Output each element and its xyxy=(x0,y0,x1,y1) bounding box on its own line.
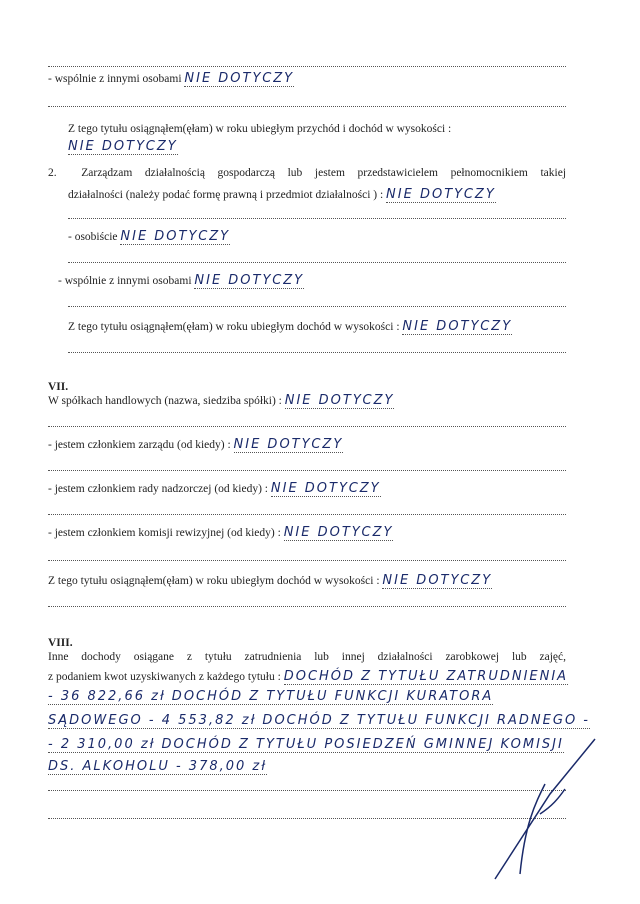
viii-hw-line4-text: SĄDOWEGO - 4 553,82 zł DOCHÓD Z TYTUŁU FUNKCJI RADNEGO - xyxy=(48,713,591,728)
dotted-line xyxy=(48,606,566,607)
item2-label: działalności (należy podać formę prawną i przedmiot działalności ) : xyxy=(68,189,384,201)
viii-hw-line6-text: DS. ALKOHOLU - 378,00 zł xyxy=(48,759,267,774)
audit-value: NIE DOTYCZY xyxy=(283,525,394,540)
supervisory-value: NIE DOTYCZY xyxy=(270,481,381,496)
personally-label: - osobiście xyxy=(68,231,118,243)
companies-row xyxy=(48,394,566,408)
dotted-line xyxy=(48,106,566,107)
jointly2-label: - wspólnie z innymi osobami xyxy=(58,275,192,287)
personally-value: NIE DOTYCZY xyxy=(120,229,231,244)
board-row xyxy=(48,438,566,452)
dotted-line xyxy=(68,262,566,263)
item2-value: NIE DOTYCZY xyxy=(386,187,496,202)
jointly-row xyxy=(48,72,566,86)
item2-text: Zarządzam działalnością gospodarczą lub jestem przedstawicielem pełnomocnikiem takiej xyxy=(81,167,567,179)
jointly-value: NIE DOTYCZY xyxy=(184,71,295,86)
viii-hw-line5-text: - 2 310,00 zł DOCHÓD Z TYTUŁU POSIEDZEŃ GMINNEJ KOMISJI xyxy=(48,737,564,752)
handwritten-signature xyxy=(490,734,610,884)
audit-row xyxy=(48,526,566,540)
audit-label: - jestem członkiem komisji rewizyjnej (od kiedy) : xyxy=(48,527,281,539)
income-label: Z tego tytułu osiągnąłem(ęłam) w roku ubiegłym przychód i dochód w wysokości : xyxy=(68,123,452,135)
viii-hw-line4 xyxy=(48,713,591,728)
section-vii-heading: VII. xyxy=(48,381,69,393)
dotted-line xyxy=(48,470,566,471)
vii-income-value: NIE DOTYCZY xyxy=(382,573,493,588)
income-value-row xyxy=(68,140,566,154)
viii-line1: Inne dochody osiągane z tytułu zatrudnienia lub innej działalności zarobkowej lub zajęć, xyxy=(48,651,566,663)
personally-row xyxy=(68,230,566,244)
dotted-line xyxy=(48,426,566,427)
dotted-line xyxy=(48,818,566,819)
viii-line2-value: DOCHÓD Z TYTUŁU ZATRUDNIENIA xyxy=(283,669,569,684)
dotted-line xyxy=(68,352,566,353)
income-row xyxy=(68,122,566,136)
vii-income-label: Z tego tytułu osiągnąłem(ęłam) w roku ubiegłym dochód w wysokości : xyxy=(48,575,380,587)
board-value: NIE DOTYCZY xyxy=(233,437,344,452)
dotted-line xyxy=(48,790,566,791)
companies-label: W spółkach handlowych (nazwa, siedziba spółki) : xyxy=(48,395,282,407)
income2-value: NIE DOTYCZY xyxy=(402,319,513,334)
supervisory-label: - jestem członkiem rady nadzorczej (od kiedy) : xyxy=(48,483,269,495)
vii-income-row xyxy=(48,574,566,588)
dotted-line xyxy=(68,306,566,307)
income2-row xyxy=(68,320,566,334)
viii-line2-label: z podaniem kwot uzyskiwanych z każdego tytułu : xyxy=(48,671,281,683)
supervisory-row xyxy=(48,482,566,496)
viii-hw-line3 xyxy=(48,690,566,704)
board-label: - jestem członkiem zarządu (od kiedy) : xyxy=(48,439,231,451)
jointly2-row xyxy=(58,274,566,288)
jointly2-value: NIE DOTYCZY xyxy=(194,273,305,288)
viii-line2 xyxy=(48,669,569,684)
jointly-label: - wspólnie z innymi osobami xyxy=(48,73,182,85)
item2-number: 2. xyxy=(48,167,57,179)
item2-line2 xyxy=(68,188,566,202)
viii-hw-line5 xyxy=(48,738,566,752)
dotted-line xyxy=(48,560,566,561)
viii-hw-line6 xyxy=(48,760,566,774)
dotted-line xyxy=(48,514,566,515)
section-viii-heading: VIII. xyxy=(48,637,73,649)
income2-label: Z tego tytułu osiągnąłem(ęłam) w roku ubiegłym dochód w wysokości : xyxy=(68,321,400,333)
companies-value: NIE DOTYCZY xyxy=(284,393,395,408)
dotted-line xyxy=(48,66,566,67)
dotted-line xyxy=(68,218,566,219)
item2-line1 xyxy=(48,166,566,180)
income-value: NIE DOTYCZY xyxy=(68,139,178,154)
viii-hw-line3-text: - 36 822,66 zł DOCHÓD Z TYTUŁU FUNKCJI KURATORA xyxy=(48,689,494,704)
